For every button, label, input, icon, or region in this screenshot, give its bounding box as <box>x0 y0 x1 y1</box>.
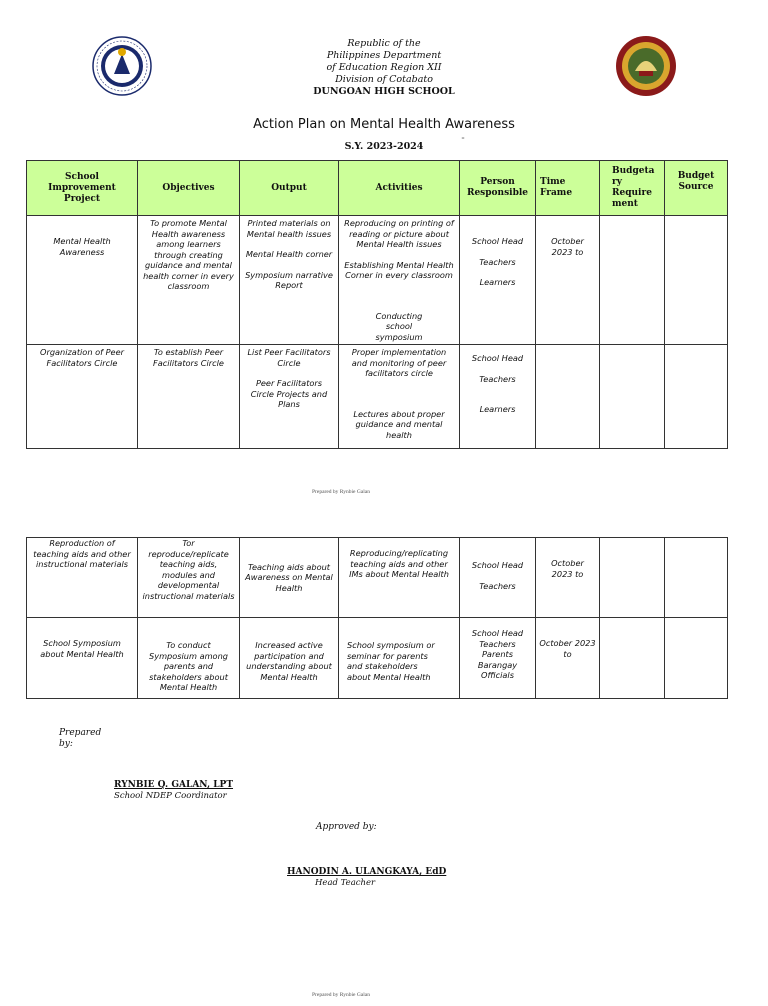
cell-objectives: To promote Mental Health awareness among learners through creating guidance and mental health corner in every classroom <box>143 218 234 291</box>
cell-output: Teaching aids about Awareness on Mental Health <box>245 561 333 593</box>
school-year-text: S.Y. 2023-2024 <box>344 141 424 152</box>
cell-person: Teachers <box>479 580 516 591</box>
cell-output: Increased active participation and understanding about Mental Health <box>246 640 332 682</box>
cell-person: School Head <box>471 560 524 570</box>
cell-budgetary <box>600 216 665 345</box>
school-year <box>0 137 768 152</box>
approver-name: HANODIN A. ULANGKAYA, EdD <box>287 867 447 877</box>
cell-person: Teachers <box>479 638 516 649</box>
preparer-role: School NDEP Coordinator <box>114 791 227 801</box>
budget-source-header-line: Budget <box>677 171 715 181</box>
col-header-objectives: Objectives <box>138 161 240 216</box>
cell-project: Organization of Peer Facilitators Circle <box>40 347 124 368</box>
cell-time-frame: October 2023 to <box>551 236 584 257</box>
cell-activity: Conducting school symposium <box>375 310 423 342</box>
cell-person: Learners <box>479 277 516 287</box>
school-name: DUNGOAN HIGH SCHOOL <box>313 86 455 97</box>
col-header-person: Person Responsible <box>460 161 536 216</box>
budgetary-header-line: Require <box>612 188 652 198</box>
budget-source-header-line: Source <box>678 182 714 192</box>
cell-person: Learners <box>479 404 516 414</box>
table-row <box>27 345 728 449</box>
document-title: Action Plan on Mental Health Awareness <box>253 117 515 132</box>
header-line-3: of Education Region XII <box>326 62 442 73</box>
cell-output: Peer Facilitators Circle Projects and Plans <box>250 378 328 409</box>
cell-budget-source <box>665 538 728 618</box>
header-line-4: Division of Cotabato <box>335 74 433 85</box>
cell-time-frame: October 2023 to <box>551 558 584 579</box>
action-plan-table-page-2 <box>26 537 728 699</box>
stray-mark: ¨ <box>461 137 465 146</box>
cell-budget-source <box>665 345 728 449</box>
cell-output: List Peer Facilitators Circle <box>247 347 331 368</box>
cell-person: School Head <box>471 236 524 246</box>
cell-budgetary <box>600 538 665 618</box>
cell-person: Teachers <box>479 373 516 384</box>
cell-project: School Symposium about Mental Health <box>40 638 124 659</box>
footer-note: Prepared by Rynbie Galan <box>312 992 370 998</box>
cell-budget-source <box>665 618 728 699</box>
cell-output: Printed materials on Mental health issues <box>246 218 332 239</box>
approved-by-label: Approved by: <box>316 822 377 832</box>
table-row <box>27 216 728 345</box>
col-header-project: School Improvement Project <box>27 161 138 216</box>
prepared-label-line: Prepared <box>59 728 102 738</box>
cell-person: Barangay Officials <box>477 659 518 680</box>
col-header-activities: Activities <box>339 161 460 216</box>
cell-person: Teachers <box>479 256 516 267</box>
budgetary-header-line: Budgeta <box>612 166 655 176</box>
cell-project: Mental Health Awareness <box>53 236 111 257</box>
prepared-by-label <box>59 728 101 750</box>
cell-time-frame <box>536 345 600 449</box>
col-header-output: Output <box>240 161 339 216</box>
cell-objectives: To establish Peer Facilitators Circle <box>153 347 224 368</box>
col-header-budgetary <box>600 161 665 216</box>
col-header-budget-source <box>665 161 728 216</box>
cell-budgetary <box>600 618 665 699</box>
preparer-block <box>114 780 233 801</box>
action-plan-table-page-1 <box>26 160 728 449</box>
cell-budget-source <box>665 216 728 345</box>
cell-objectives: Tor reproduce/replicate teaching aids, modules and developmental instructional materials <box>142 538 235 601</box>
approver-role: Head Teacher <box>315 878 376 888</box>
cell-activity: Reproducing/replicating teaching aids and other IMs about Mental Health <box>349 548 449 579</box>
cell-activity: Lectures about proper guidance and mental health <box>353 408 445 440</box>
cell-activity: Establishing Mental Health Corner in every classroom <box>344 259 454 280</box>
cell-activity: School symposium or seminar for parents and stakeholders about Mental Health <box>347 640 435 682</box>
cell-person: School Head <box>471 353 524 363</box>
cell-budgetary <box>600 345 665 449</box>
header-line-1: Republic of the <box>347 38 421 49</box>
cell-objectives: To conduct Symposium among parents and stakeholders about Mental Health <box>149 640 228 692</box>
table-row <box>27 618 728 699</box>
cell-project: Reproduction of teaching aids and other instructional materials <box>33 538 131 569</box>
cell-person: School Head <box>471 628 524 638</box>
table-row <box>27 538 728 618</box>
budgetary-header-line: ment <box>612 199 638 209</box>
col-header-time-frame <box>536 161 600 216</box>
time-frame-header-line: Time <box>540 177 566 187</box>
cell-activity: Reproducing on printing of reading or picture about Mental Health issues <box>344 218 454 249</box>
cell-person: Parents <box>481 649 514 659</box>
budgetary-header-line: ry <box>612 177 622 187</box>
footer-note: Prepared by Rynbie Galan <box>312 489 370 495</box>
cell-output: Symposium narrative Report <box>245 269 333 290</box>
prepared-label-line: by: <box>59 739 73 749</box>
header-line-2: Philippines Department <box>326 50 442 61</box>
approver-block <box>287 867 446 888</box>
time-frame-header-line: Frame <box>540 188 573 198</box>
preparer-name: RYNBIE Q. GALAN, LPT <box>114 780 234 790</box>
cell-activity: Proper implementation and monitoring of peer facilitators circle <box>351 347 447 378</box>
cell-output: Mental Health corner <box>245 249 333 259</box>
cell-time-frame: October 2023 to <box>539 638 596 659</box>
